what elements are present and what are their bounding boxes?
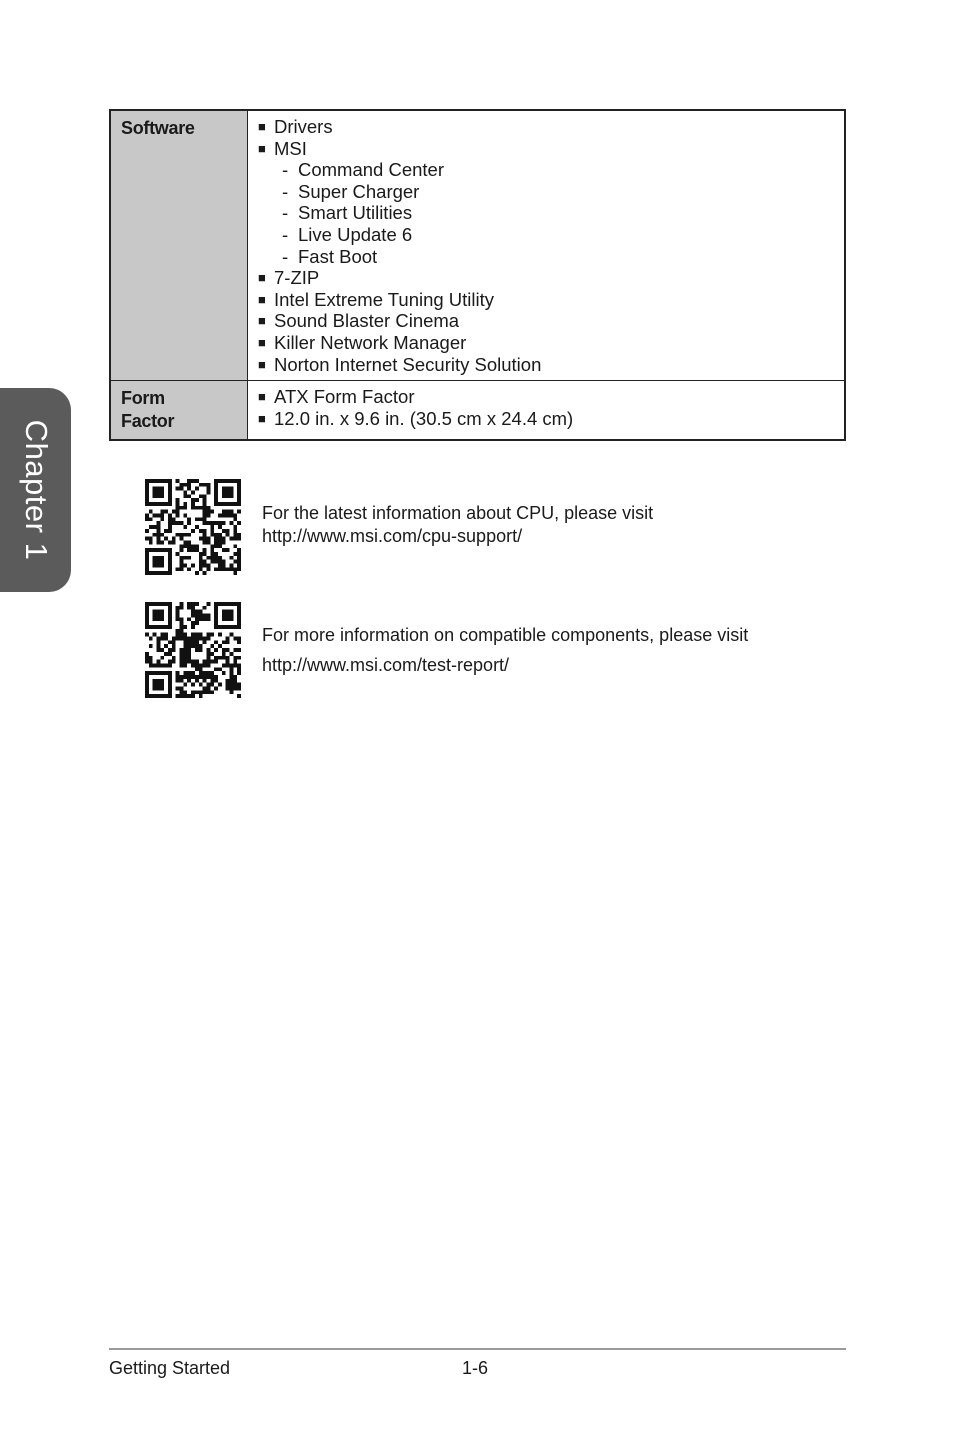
test-report-link[interactable]: http://www.msi.com/test-report/ — [262, 655, 510, 675]
list-item — [258, 408, 834, 430]
components-info-block — [262, 624, 748, 677]
spec-table — [109, 109, 846, 441]
bullet-icon: ■ — [258, 291, 266, 307]
list-item — [258, 267, 834, 289]
sub-list-item — [258, 202, 834, 224]
form-factor-label — [110, 381, 248, 441]
dash-icon: - — [282, 245, 289, 267]
list-item — [258, 138, 834, 160]
list-item-text: Smart Utilities — [298, 202, 413, 224]
list-item-text: Norton Internet Security Solution — [274, 353, 542, 375]
software-list — [248, 110, 846, 381]
cpu-info-block — [262, 502, 653, 548]
list-item-text: 12.0 in. x 9.6 in. (30.5 cm x 24.4 cm) — [274, 407, 574, 429]
cpu-info-text: For the latest information about CPU, please visit — [262, 503, 654, 523]
bullet-icon: ■ — [258, 334, 266, 350]
list-item — [258, 310, 834, 332]
list-item-text: Fast Boot — [298, 245, 378, 267]
list-item-text: Intel Extreme Tuning Utility — [274, 288, 495, 310]
sub-list-item — [258, 224, 834, 246]
form-factor-label-line1: Form — [121, 388, 165, 409]
qr-code-icon — [145, 479, 241, 575]
list-item-text: Super Charger — [298, 180, 420, 202]
list-item-text: Command Center — [298, 159, 445, 181]
dash-icon: - — [282, 159, 289, 181]
chapter-tab — [0, 388, 71, 592]
dash-icon: - — [282, 223, 289, 245]
list-item-text: Killer Network Manager — [274, 331, 467, 353]
form-factor-list — [248, 381, 846, 441]
cpu-support-link[interactable]: http://www.msi.com/cpu-support/ — [262, 526, 523, 546]
list-item-text: Live Update 6 — [298, 223, 413, 245]
qr-code-icon — [145, 602, 241, 698]
list-item — [258, 354, 834, 376]
footer-divider — [109, 1348, 846, 1350]
form-factor-label-line2: Factor — [121, 411, 175, 432]
bullet-icon: ■ — [258, 270, 266, 286]
bullet-icon: ■ — [258, 140, 266, 156]
list-item — [258, 289, 834, 311]
sub-list-item — [258, 181, 834, 203]
dash-icon: - — [282, 202, 289, 224]
list-item — [258, 116, 834, 138]
software-row — [110, 110, 845, 381]
list-item-text: Drivers — [274, 116, 333, 137]
list-item-text: ATX Form Factor — [274, 386, 415, 408]
list-item-text: MSI — [274, 137, 307, 159]
bullet-icon: ■ — [258, 356, 266, 372]
sub-list-item — [258, 159, 834, 181]
list-item-text: 7-ZIP — [274, 267, 320, 289]
list-item — [258, 332, 834, 354]
dash-icon: - — [282, 180, 289, 202]
bullet-icon: ■ — [258, 119, 266, 134]
sub-list-item — [258, 246, 834, 268]
chapter-tab-label: Chapter 1 — [18, 419, 54, 561]
list-item — [258, 386, 834, 408]
list-item-text: Sound Blaster Cinema — [274, 310, 460, 332]
bullet-icon: ■ — [258, 313, 266, 329]
components-info-text: For more information on compatible components, please visit — [262, 625, 749, 645]
software-label: Software — [110, 110, 248, 381]
footer-section: Getting Started — [109, 1358, 231, 1378]
bullet-icon: ■ — [258, 410, 266, 426]
bullet-icon: ■ — [258, 389, 266, 405]
page-number: 1-6 — [462, 1358, 489, 1378]
form-factor-row — [110, 381, 845, 441]
